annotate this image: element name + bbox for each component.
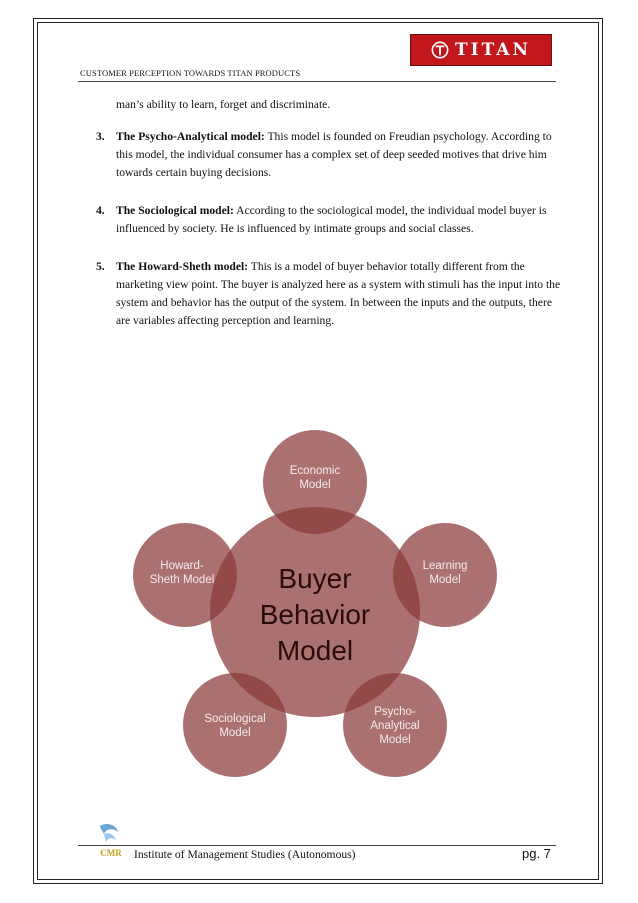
list-item: [96, 128, 566, 182]
node-label-line: Model: [429, 574, 461, 586]
footer-divider: [78, 845, 556, 846]
node-label-line: Sheth Model: [149, 574, 215, 586]
item-term: The Psycho-Analytical model:: [116, 130, 265, 143]
buyer-behavior-diagram: [120, 420, 520, 790]
page-number: pg. 7: [522, 846, 551, 861]
titan-logo: [410, 34, 552, 66]
header-title: CUSTOMER PERCEPTION TOWARDS TITAN PRODUCTS: [80, 68, 301, 78]
item-number: 4.: [96, 204, 105, 217]
node-label-line: Analytical: [370, 720, 420, 732]
item-text: This model is founded on Freudian psychology. According to this model, the individual consumer has a complex set of deep seeded motives that drive him towards certain buying decisions.: [116, 130, 552, 179]
node-label-line: Learning: [422, 560, 468, 572]
header-divider: [78, 81, 556, 82]
center-label-line: Behavior: [259, 599, 371, 630]
intro-line: man’s ability to learn, forget and discriminate.: [116, 98, 331, 111]
titan-emblem-icon: [431, 41, 449, 59]
cmr-logo: [94, 822, 128, 860]
center-label-line: Model: [276, 635, 354, 666]
cmr-logo-text: CMR: [100, 848, 122, 858]
item-text: This is a model of buyer behavior totally different from the marketing view point. The buyer is analyzed here as a system with stimuli has the input into the system and behavior has the output of the system. In between the inputs and the outputs, there are variables affecting perception and learning.: [116, 260, 561, 327]
node-label-line: Sociological: [204, 713, 266, 725]
footer-institute: Institute of Management Studies (Autonomous): [134, 848, 356, 861]
item-number: 5.: [96, 260, 105, 273]
list-item: [96, 202, 566, 238]
node-label-line: Model: [219, 727, 251, 739]
logo-text: TITAN: [454, 40, 532, 60]
item-number: 3.: [96, 130, 105, 143]
item-term: The Sociological model:: [116, 204, 234, 217]
node-label-line: Model: [299, 479, 331, 491]
node-label-line: Psycho-: [374, 706, 416, 718]
node-label-line: Model: [379, 734, 411, 746]
item-text: According to the sociological model, the individual model buyer is influenced by society. He is influenced by intimate groups and social classes.: [116, 204, 547, 235]
node-label-line: Howard-: [160, 560, 204, 572]
model-list: [96, 128, 566, 350]
center-label-line: Buyer: [278, 563, 352, 594]
item-term: The Howard-Sheth model:: [116, 260, 249, 273]
node-label-line: Economic: [289, 465, 341, 477]
list-item: [96, 258, 566, 330]
